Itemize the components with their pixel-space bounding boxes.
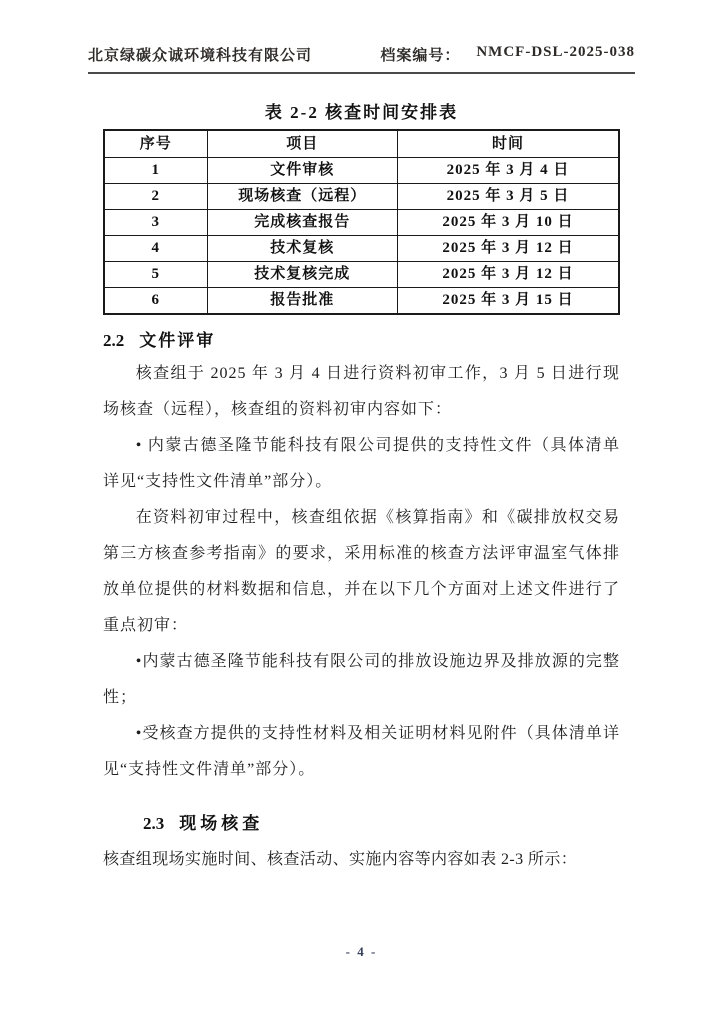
page-header <box>88 44 635 74</box>
table-cell: 报告批准 <box>207 288 398 315</box>
table-cell: 1 <box>104 158 207 184</box>
table-cell: 4 <box>104 236 207 262</box>
table-cell: 文件审核 <box>207 158 398 184</box>
file-number <box>380 44 635 65</box>
table-cell: 2 <box>104 184 207 210</box>
section-heading-2-3 <box>143 809 620 834</box>
table-row <box>104 262 619 288</box>
section-number: 2.3 <box>143 814 165 833</box>
section-number: 2.2 <box>103 331 125 350</box>
page-number: - 4 - <box>345 944 378 959</box>
table-cell: 现场核查（远程） <box>207 184 398 210</box>
paragraph: 核查组现场实施时间、核查活动、实施内容等内容如表 2-3 所示： <box>103 851 578 868</box>
table-row <box>104 210 619 236</box>
file-number-value: NMCF-DSL-2025-038 <box>476 44 635 60</box>
bullet-item: •受核查方提供的支持性材料及相关证明材料见附件（具体清单详见“支持性文件清单”部分）。 <box>103 725 620 778</box>
bullet-item: • 内蒙古德圣隆节能科技有限公司提供的支持性文件（具体清单详见“支持性文件清单”部分）。 <box>103 437 620 490</box>
table-cell: 2025 年 3 月 10 日 <box>398 210 619 236</box>
table-cell: 2025 年 3 月 12 日 <box>398 262 619 288</box>
table-row <box>104 184 619 210</box>
paragraph: 在资料初审过程中，核查组依据《核算指南》和《碳排放权交易第三方核查参考指南》的要求，采用标准的核查方法评审温室气体排放单位提供的材料数据和信息，并在以下几个方面对上述文件进行了重点初审： <box>103 509 620 634</box>
table-row <box>104 236 619 262</box>
section-title: 文件评审 <box>139 331 216 350</box>
table-row <box>104 158 619 184</box>
bullet-item: •内蒙古德圣隆节能科技有限公司的排放设施边界及排放源的完整性； <box>103 653 620 706</box>
company-name: 北京绿碳众诚环境科技有限公司 <box>88 48 313 64</box>
section-heading-2-2 <box>103 326 620 351</box>
table-header-row <box>104 130 619 158</box>
table-cell: 技术复核 <box>207 236 398 262</box>
table-row <box>104 288 619 315</box>
table-cell: 技术复核完成 <box>207 262 398 288</box>
table-cell: 2025 年 3 月 12 日 <box>398 236 619 262</box>
table-cell: 2025 年 3 月 15 日 <box>398 288 619 315</box>
schedule-table <box>103 129 620 315</box>
file-number-label: 档案编号： <box>380 48 461 64</box>
table-cell: 6 <box>104 288 207 315</box>
table-cell: 完成核查报告 <box>207 210 398 236</box>
table-cell: 2025 年 3 月 5 日 <box>398 184 619 210</box>
column-header-item: 项目 <box>207 130 398 158</box>
paragraph: 核查组于 2025 年 3 月 4 日进行资料初审工作，3 月 5 日进行现场核查（远程），核查组的资料初审内容如下： <box>103 365 620 418</box>
table-cell: 5 <box>104 262 207 288</box>
column-header-seq: 序号 <box>104 130 207 158</box>
section-title: 现场核查 <box>179 814 264 833</box>
table-cell: 2025 年 3 月 4 日 <box>398 158 619 184</box>
table-cell: 3 <box>104 210 207 236</box>
document-body <box>103 98 620 878</box>
column-header-time: 时间 <box>398 130 619 158</box>
table-title: 表 2-2 核查时间安排表 <box>264 103 459 122</box>
